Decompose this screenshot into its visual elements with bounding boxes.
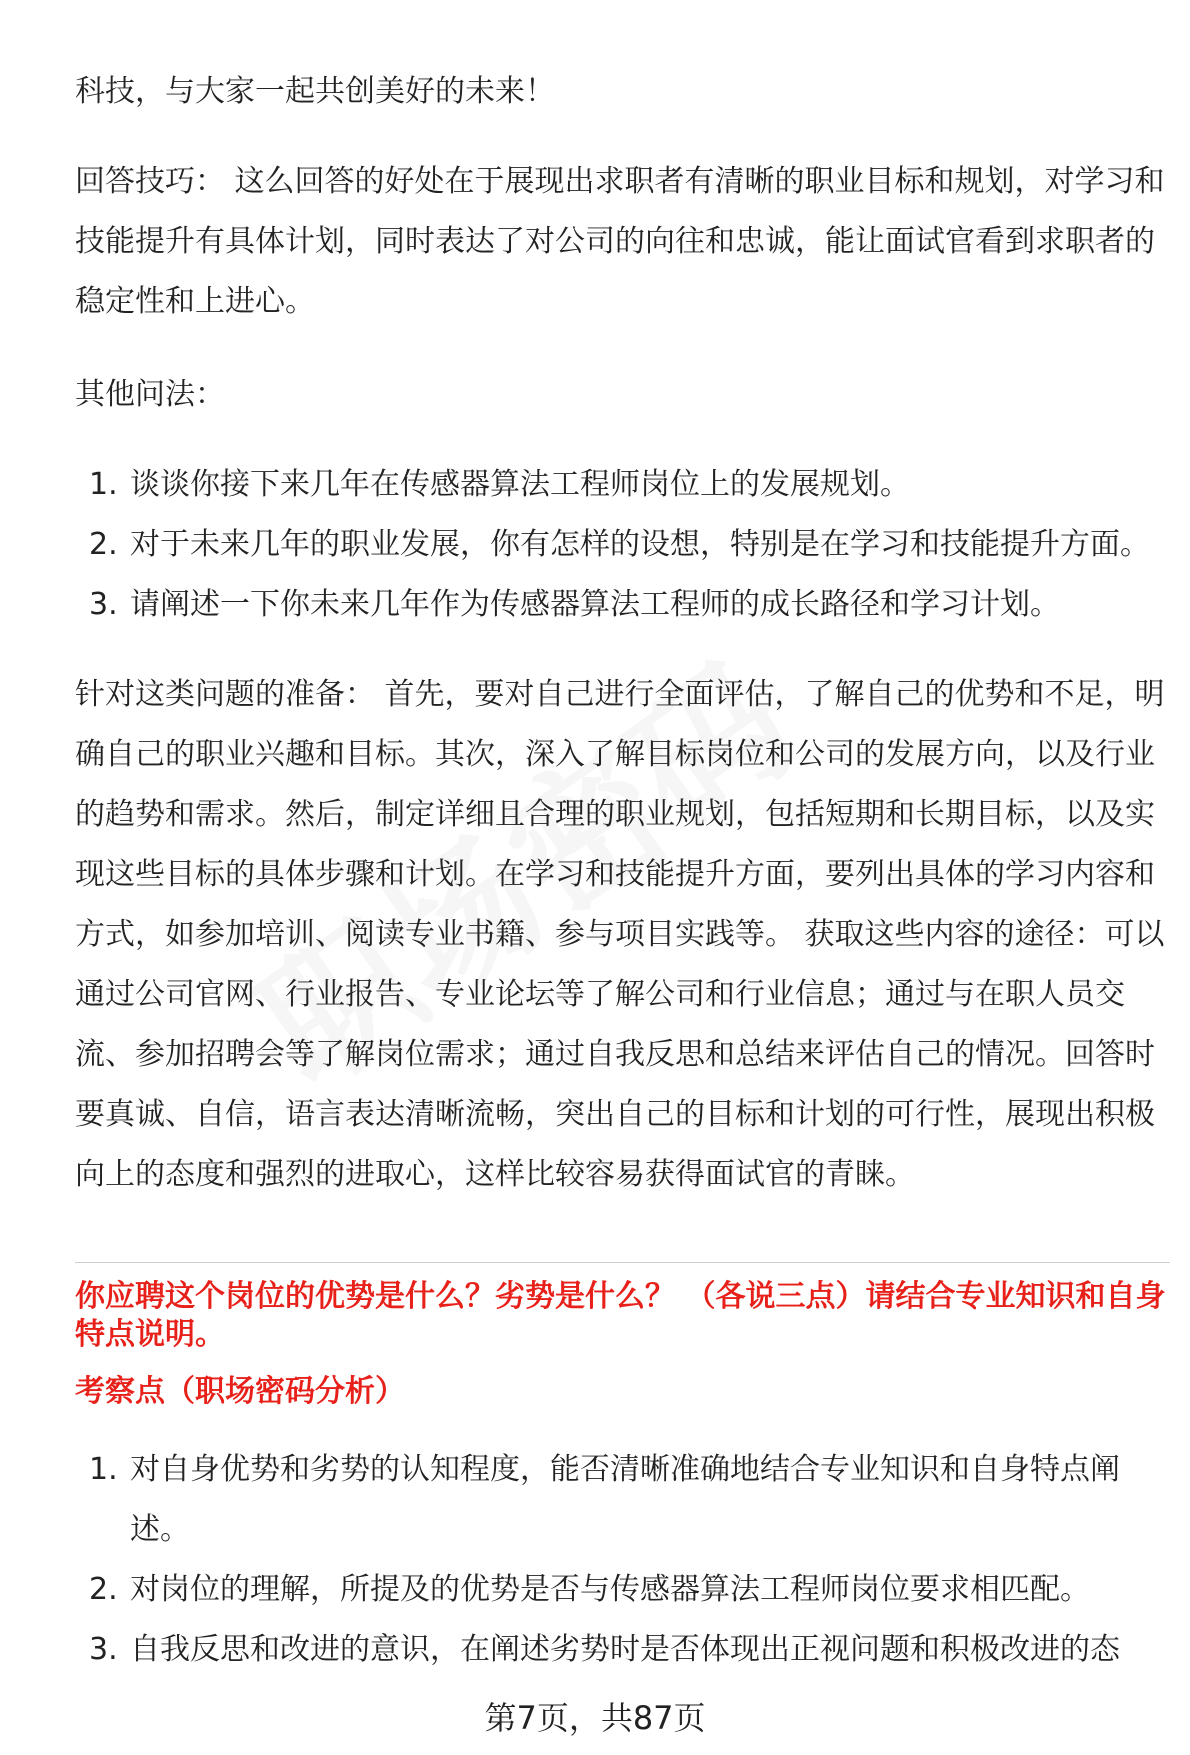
list-number: 1.: [89, 467, 118, 502]
closing-paragraph: 科技，与大家一起共创美好的未来！: [75, 74, 555, 109]
list-number: 3.: [89, 587, 118, 622]
list-item-text: 对岗位的理解，所提及的优势是否与传感器算法工程师岗位要求相匹配。: [130, 1572, 1090, 1607]
list-item-text: 谈谈你接下来几年在传感器算法工程师岗位上的发展规划。: [130, 467, 910, 502]
list-number: 2.: [89, 527, 118, 562]
list-item: [75, 515, 1170, 575]
list-number: 3.: [89, 1632, 118, 1667]
list-item-text: 自我反思和改进的意识，在阐述劣势时是否体现出正视问题和积极改进的态: [130, 1632, 1120, 1667]
section-divider: [75, 1262, 1170, 1263]
list-item: [75, 455, 1170, 515]
preparation-paragraph: 针对这类问题的准备： 首先，要对自己进行全面评估，了解自己的优势和不足，明确自己的职业兴趣和目标。其次，深入了解目标岗位和公司的发展方向，以及行业的趋势和需求。然后，制定详细且合理的职业规划，包括短期和长期目标，以及实现这些目标的具体步骤和计划。在学习和技能提升方面，要列出具体的学习内容和方式，如参加培训、阅读专业书籍、参与项目实践等。 获取这些内容的途径：可以通过公司官网、行业报告、专业论坛等了解公司和行业信息；通过与在职人员交流、参加招聘会等了解岗位需求；通过自我反思和总结来评估自己的情况。回答时要真诚、自信，语言表达清晰流畅，突出自己的目标和计划的可行性，展现出积极向上的态度和强烈的进取心，这样比较容易获得面试官的青睐。: [75, 677, 1165, 1192]
list-item: [75, 1560, 1170, 1620]
list-item-text: 对于未来几年的职业发展，你有怎样的设想，特别是在学习和技能提升方面。: [130, 527, 1150, 562]
list-item: [75, 1620, 1170, 1680]
other-questions-list: [75, 455, 1170, 635]
other-questions-heading: 其他问法：: [75, 377, 225, 412]
list-item-text: 对自身优势和劣势的认知程度，能否清晰准确地结合专业知识和自身特点阐述。: [130, 1452, 1120, 1547]
list-item: [75, 1440, 1170, 1560]
list-number: 2.: [89, 1572, 118, 1607]
assessment-points-heading: 考察点（职场密码分析）: [75, 1374, 405, 1409]
list-item: [75, 575, 1170, 635]
page-number-footer: 第7页，共87页: [484, 1699, 706, 1737]
list-item-text: 请阐述一下你未来几年作为传感器算法工程师的成长路径和学习计划。: [130, 587, 1060, 622]
answer-tip-paragraph: 回答技巧： 这么回答的好处在于展现出求职者有清晰的职业目标和规划，对学习和技能提升有具体计划，同时表达了对公司的向往和忠诚，能让面试官看到求职者的稳定性和上进心。: [75, 164, 1165, 319]
assessment-points-list: [75, 1440, 1170, 1680]
question-title: 你应聘这个岗位的优势是什么？劣势是什么？ （各说三点）请结合专业知识和自身特点说明。: [75, 1279, 1166, 1352]
list-number: 1.: [89, 1452, 118, 1487]
